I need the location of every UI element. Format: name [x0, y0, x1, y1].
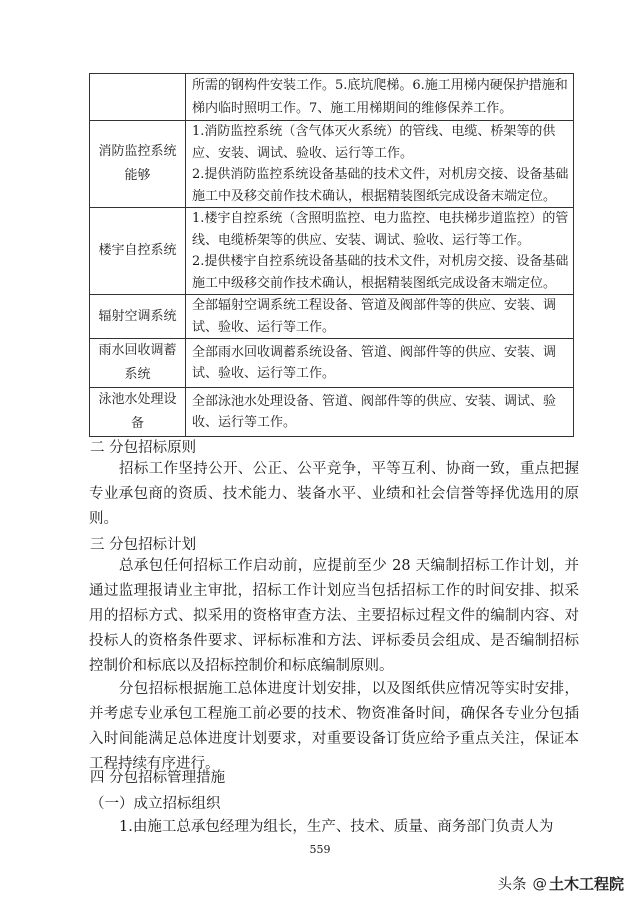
watermark-brand: 土木工程院 [548, 875, 624, 893]
system-name: 雨水回收调蓄系统 [90, 339, 186, 388]
table-row [90, 295, 574, 339]
scope-text: 全部泳池水处理设备、管道、阀部件等的供应、安装、调试、验收、运行等工作。 [192, 393, 557, 430]
scope-cell [186, 388, 574, 437]
system-name: 消防监控系统能够 [90, 121, 186, 208]
watermark-prefix: 头条 [497, 877, 527, 893]
scope-table [89, 73, 574, 437]
system-name: 泳池水处理设备 [90, 388, 186, 437]
body-paragraph: 招标工作坚持公开、公正、公平竞争，平等互利、协商一致，重点把握专业承包商的资质、技术能力、装备水平、业绩和社会信誉等择优选用的原则。 [89, 461, 579, 527]
system-name: 辐射空调系统 [90, 295, 186, 339]
table-row [90, 388, 574, 437]
body-paragraph: 总承包任何招标工作启动前，应提前至少 28 天编制招标工作计划，并通过监理报请业主审批，招标工作计划应当包括招标工作的时间安排、拟采用的招标方式、拟采用的资格审查方法、主要招标过程文件的编制内容、对投标人的资格条件要求、评标标准和方法、评标委员会组成、是否编制招标控制价和标底以及招标控制价和标底编制原则。 [89, 558, 579, 674]
body-paragraph: 分包招标根据施工总体进度计划安排，以及图纸供应情况等实时安排，并考虑专业承包工程施工前必要的技术、物资准备时间，确保各专业分包插入时间能满足总体进度计划要求，对重要设备订货应给予重点关注，保证本工程持续有序进行。 [89, 681, 579, 772]
scope-text: 1.楼宇自控系统（含照明监控、电力监控、电扶梯步道监控）的管线、电缆桥架等的供应、安装、调试、验收、运行等工作。 [192, 211, 569, 248]
table-row [90, 208, 574, 295]
subsection-heading: （一）成立招标组织 [90, 796, 221, 812]
table-row [90, 74, 574, 121]
scope-text: 全部辐射空调系统工程设备、管道及阀部件等的供应、安装、调试、验收、运行等工作。 [192, 298, 557, 335]
watermark-at: @ [532, 875, 547, 892]
page-number: 559 [309, 843, 331, 856]
scope-cell [186, 339, 574, 388]
scope-text: 2.提供楼宇自控系统设备基础的技术文件，对机房交接、设备基础施工中级移交前作技术确认，根据精装图纸完成设备末端定位。 [192, 254, 569, 291]
scope-cell [186, 74, 574, 121]
table-row [90, 339, 574, 388]
body-paragraph: 1.由施工总承包经理为组长，生产、技术、质量、商务部门负责人为 [119, 819, 554, 835]
scope-cell [186, 121, 574, 208]
scope-cell [186, 295, 574, 339]
scope-text: 所需的钢构件安装工作。5.底坑爬梯。6.施工用梯内硬保护措施和梯内临时照明工作。7、施工用梯期间的维修保养工作。 [192, 78, 568, 116]
section-heading: 四 分包招标管理措施 [90, 770, 226, 786]
scope-text: 全部雨水回收调蓄系统设备、管道、阀部件等的供应、安装、调试、验收、运行等工作。 [192, 344, 557, 381]
system-name [90, 74, 186, 121]
scope-cell [186, 208, 574, 295]
section-heading: 二 分包招标原则 [90, 440, 197, 456]
scope-text: 2.提供消防监控系统设备基础的技术文件，对机房交接、设备基础施工中及移交前作技术确认，根据精装图纸完成设备末端定位。 [192, 167, 569, 204]
section-heading: 三 分包招标计划 [90, 537, 197, 553]
table-row [90, 121, 574, 208]
watermark [497, 873, 624, 894]
scope-text: 1.消防监控系统（含气体灭火系统）的管线、电缆、桥架等的供应、安装、调试、验收、运行等工作。 [192, 124, 556, 161]
system-name: 楼宇自控系统 [90, 208, 186, 295]
